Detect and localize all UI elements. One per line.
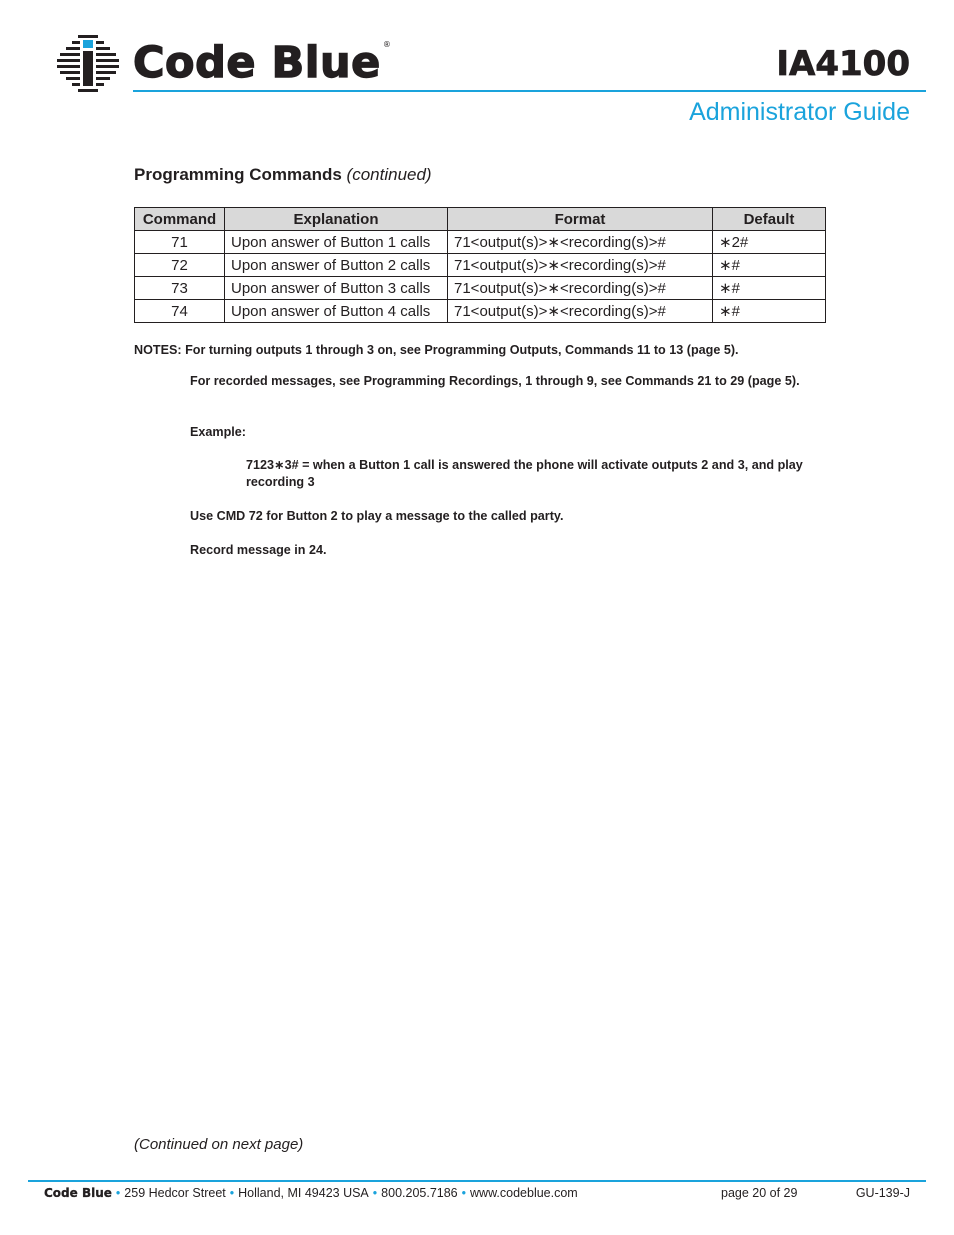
header-divider bbox=[133, 90, 926, 92]
note-example-text: 7123∗3# = when a Button 1 call is answered the phone will activate outputs 2 and 3, and play recording 3 bbox=[246, 458, 803, 489]
document-id: GU-139-J bbox=[855, 1186, 910, 1200]
column-header-command: Command bbox=[135, 208, 225, 231]
column-header-explanation: Explanation bbox=[225, 208, 448, 231]
guide-title: Administrator Guide bbox=[689, 98, 910, 126]
table-row bbox=[135, 231, 826, 254]
cell-format: 71<output(s)>∗<recording(s)># bbox=[448, 300, 713, 323]
table-header-row bbox=[135, 208, 826, 231]
cell-default: ∗# bbox=[713, 277, 826, 300]
commands-table bbox=[134, 207, 826, 323]
footer-brand: Code Blue bbox=[44, 1186, 112, 1200]
cell-default: ∗# bbox=[713, 254, 826, 277]
note-outputs: NOTES: For turning outputs 1 through 3 on, see Programming Outputs, Commands 11 to 13 (page 5). bbox=[134, 343, 739, 357]
footer-contact bbox=[44, 1186, 578, 1200]
cell-command: 73 bbox=[135, 277, 225, 300]
cell-command: 72 bbox=[135, 254, 225, 277]
note-recordings: For recorded messages, see Programming Recordings, 1 through 9, see Commands 21 to 29 (page 5). bbox=[190, 374, 800, 388]
product-title: IA4100 bbox=[776, 44, 910, 84]
cell-explanation: Upon answer of Button 3 calls bbox=[225, 277, 448, 300]
table-row bbox=[135, 277, 826, 300]
cell-command: 74 bbox=[135, 300, 225, 323]
cell-format: 71<output(s)>∗<recording(s)># bbox=[448, 231, 713, 254]
bullet-icon: • bbox=[461, 1186, 467, 1200]
cell-explanation: Upon answer of Button 2 calls bbox=[225, 254, 448, 277]
cell-format: 71<output(s)>∗<recording(s)># bbox=[448, 254, 713, 277]
note-example-label: Example: bbox=[190, 425, 246, 439]
column-header-format: Format bbox=[448, 208, 713, 231]
cell-explanation: Upon answer of Button 1 calls bbox=[225, 231, 448, 254]
brand-name: Code Blue ® bbox=[133, 38, 392, 88]
cell-default: ∗# bbox=[713, 300, 826, 323]
cell-command: 71 bbox=[135, 231, 225, 254]
code-blue-logo-icon bbox=[56, 30, 120, 96]
continued-note: (Continued on next page) bbox=[134, 1136, 304, 1153]
column-header-default: Default bbox=[713, 208, 826, 231]
cell-default: ∗2# bbox=[713, 231, 826, 254]
footer-divider bbox=[28, 1180, 926, 1182]
bullet-icon: • bbox=[229, 1186, 235, 1200]
footer-city: Holland, MI 49423 USA bbox=[238, 1186, 369, 1200]
footer-website[interactable]: www.codeblue.com bbox=[470, 1186, 578, 1200]
cell-format: 71<output(s)>∗<recording(s)># bbox=[448, 277, 713, 300]
table-row bbox=[135, 300, 826, 323]
footer-phone: 800.205.7186 bbox=[381, 1186, 458, 1200]
cell-explanation: Upon answer of Button 4 calls bbox=[225, 300, 448, 323]
note-record-message: Record message in 24. bbox=[190, 543, 327, 557]
section-heading: Programming Commands (continued) bbox=[134, 165, 432, 184]
page-number: page 20 of 29 bbox=[721, 1186, 798, 1200]
note-cmd72: Use CMD 72 for Button 2 to play a message to the called party. bbox=[190, 509, 564, 523]
bullet-icon: • bbox=[115, 1186, 121, 1200]
bullet-icon: • bbox=[372, 1186, 378, 1200]
table-row bbox=[135, 254, 826, 277]
footer-address: 259 Hedcor Street bbox=[124, 1186, 226, 1200]
